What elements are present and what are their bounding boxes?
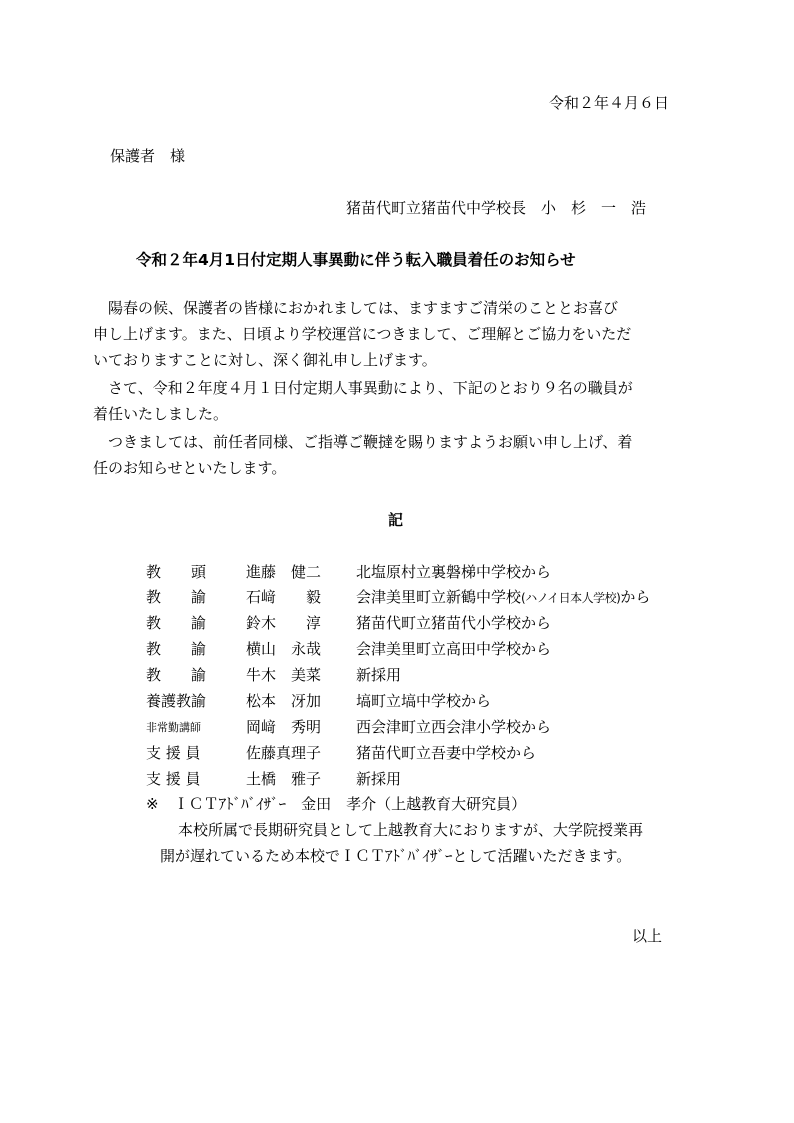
staff-name: 横山 永哉 (246, 640, 322, 658)
staff-origin: 北塩原村立裏磐梯中学校から (356, 563, 552, 581)
body-line: 陽春の候、保護者の皆様におかれましては、ますますご清栄のこととお喜び (93, 299, 619, 317)
staff-origin: 西会津町立西会津小学校から (356, 718, 552, 736)
ict-note-line: 開が遅れているため本校でＩＣＴｱﾄﾞﾊﾞｲｻﾞｰとして活躍いただきます。 (160, 847, 632, 865)
staff-name: 松本 冴加 (246, 692, 322, 710)
body-line: 申し上げます。また、日頃より学校運営につきまして、ご理解とご協力をいただ (93, 325, 632, 343)
staff-origin: 猪苗代町立吾妻中学校から (356, 744, 537, 762)
staff-origin: 会津美里町立高田中学校から (356, 640, 552, 658)
ict-advisor-line: ※ ＩＣＴｱﾄﾞﾊﾞｲｻﾞｰ 金田 孝介（上越教育大研究員） (146, 795, 527, 813)
body-line: さて、令和２年度４月１日付定期人事異動により、下記のとおり９名の職員が (93, 379, 633, 397)
addressee: 保護者 様 (110, 147, 186, 165)
staff-title: 非常勤講師 (146, 721, 201, 734)
staff-name: 土橋 雅子 (246, 770, 322, 788)
staff-name: 岡﨑 秀明 (246, 718, 322, 736)
staff-name: 石﨑 毅 (246, 588, 322, 606)
staff-name: 進藤 健二 (246, 563, 322, 581)
body-line: 任のお知らせといたします。 (93, 459, 287, 477)
staff-title: 教 頭 (146, 563, 207, 581)
staff-origin: 会津美里町立新鶴中学校 (356, 588, 522, 606)
staff-origin-group (356, 586, 650, 607)
ict-note-line: 本校所属で長期研究員として上越教育大におりますが、大学院授業再 (178, 821, 644, 839)
closing-ijo: 以上 (632, 927, 663, 945)
sender: 猪苗代町立猪苗代中学校長 小 杉 一 浩 (346, 199, 647, 217)
document-date: 令和２年４月６日 (549, 94, 670, 112)
staff-name: 鈴木 淳 (246, 614, 322, 632)
body-line: つきましては、前任者同様、ご指導ご鞭撻を賜りますようお願い申し上げ、着 (93, 433, 633, 451)
staff-origin: 猪苗代町立猪苗代小学校から (356, 614, 552, 632)
body-line: 着任いたしました。 (93, 405, 229, 423)
staff-name: 牛木 美菜 (246, 666, 322, 684)
staff-title: 支 援 員 (146, 744, 201, 762)
staff-origin: 新採用 (356, 666, 402, 684)
staff-title: 教 諭 (146, 640, 207, 658)
staff-origin: 塙町立塙中学校から (356, 692, 492, 710)
ki-heading: 記 (388, 511, 404, 529)
staff-origin-suffix: から (620, 588, 651, 606)
staff-title: 養護教諭 (146, 692, 207, 710)
body-line: いておりますことに対し、深く御礼申し上げます。 (93, 351, 437, 369)
staff-title: 教 諭 (146, 666, 207, 684)
staff-name: 佐藤真理子 (246, 744, 322, 762)
staff-title: 支 援 員 (146, 770, 201, 788)
staff-title: 教 諭 (146, 614, 207, 632)
staff-title: 教 諭 (146, 588, 207, 606)
document-title: 令和２年4月1日付定期人事異動に伴う転入職員着任のお知らせ (136, 251, 576, 269)
staff-origin: 新採用 (356, 770, 402, 788)
staff-origin-note: (ハノイ日本人学校) (521, 591, 621, 605)
